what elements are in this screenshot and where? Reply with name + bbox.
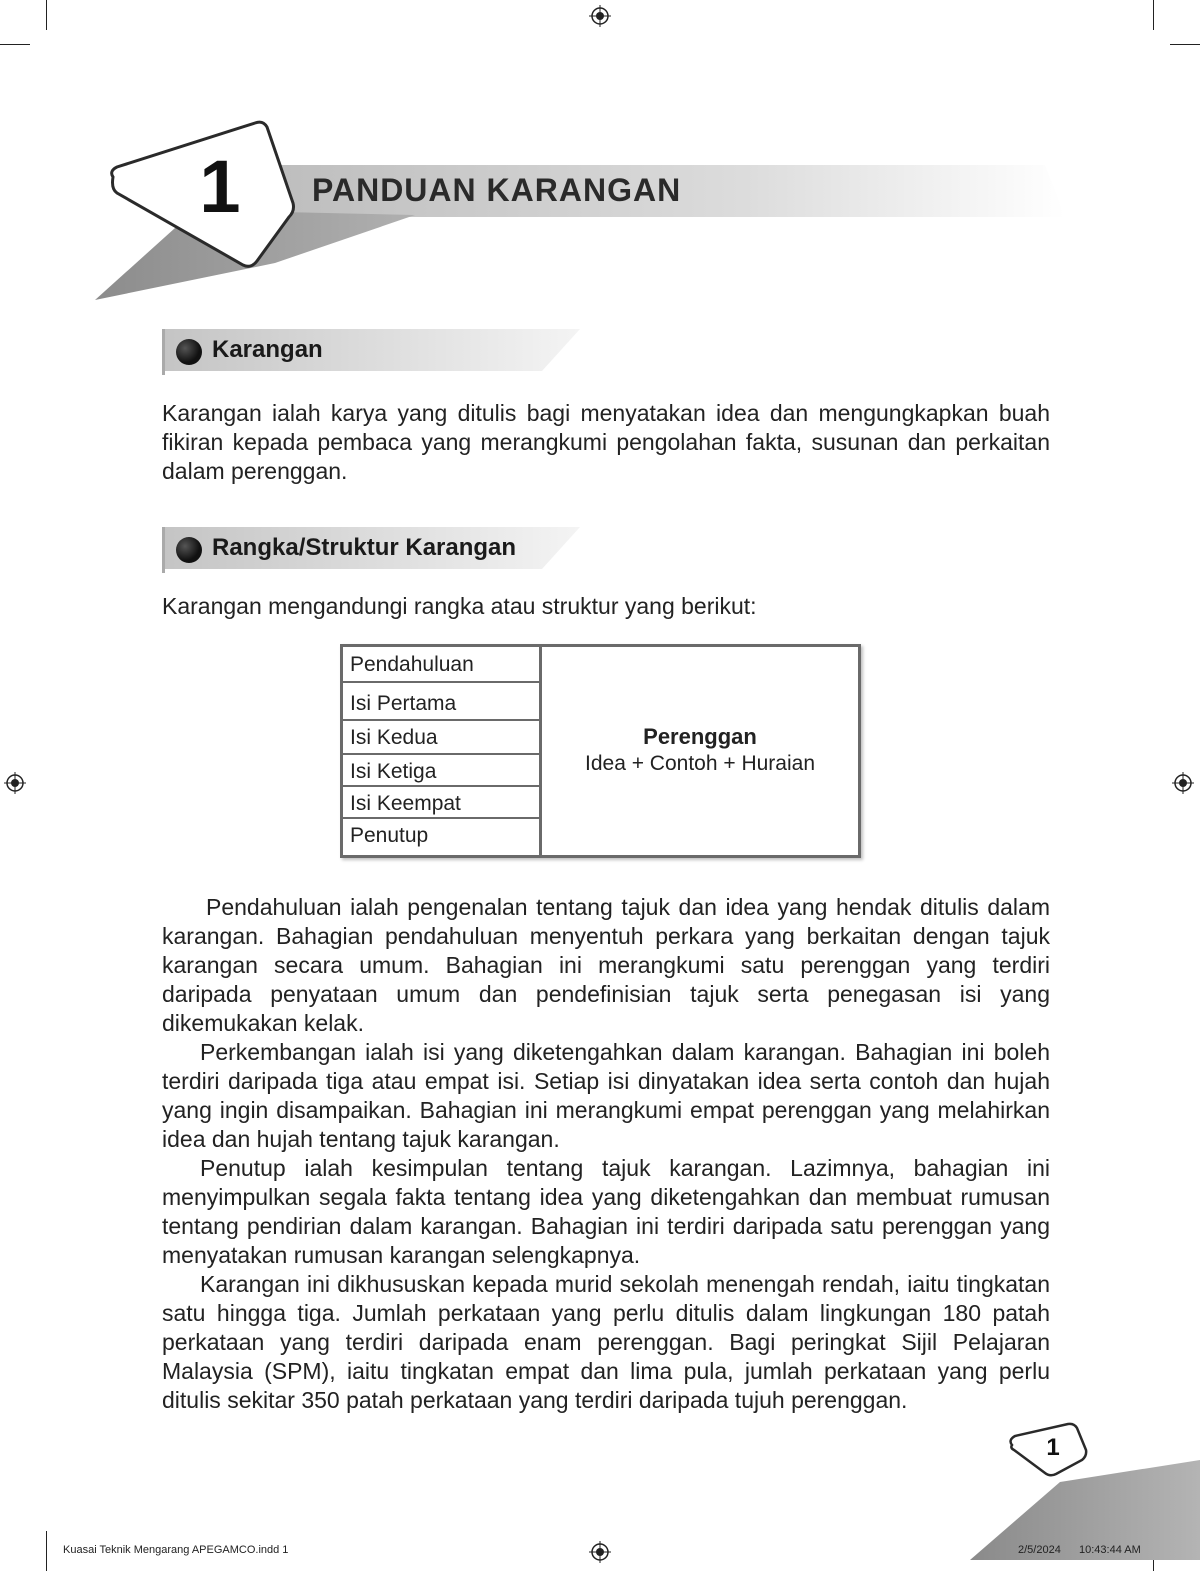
crop-mark-tl-h xyxy=(0,44,30,45)
registration-mark-icon xyxy=(4,772,26,794)
crop-mark-tl-v xyxy=(46,0,47,30)
paragraph: Pendahuluan ialah pengenalan tentang tajuk dan idea yang hendak ditulis dalam karangan. Bahagian pendahuluan menyentuh perkara yang berkaitan dengan tajuk karangan secara umum. Bahagian ini merangkumi satu perenggan yang terdiri daripada penyataan umum dan pendefinisian tajuk serta penegasan isi yang dikemukakan kelak. xyxy=(162,894,1050,1036)
crop-mark-tr-v xyxy=(1153,0,1154,30)
structure-row: Pendahuluan xyxy=(343,647,539,683)
structure-row: Isi Keempat xyxy=(343,787,539,819)
registration-mark-icon xyxy=(1172,772,1194,794)
structure-row: Penutup xyxy=(350,824,429,847)
body-text xyxy=(162,893,1050,1415)
registration-mark-icon xyxy=(589,1541,611,1563)
page-number-tab xyxy=(960,1420,1200,1560)
chapter-number: 1 xyxy=(199,145,241,228)
structure-row: Isi Pertama xyxy=(343,683,539,721)
crop-mark-bl-v xyxy=(46,1531,47,1571)
registration-mark-icon xyxy=(589,5,611,27)
page-number: 1 xyxy=(1046,1434,1060,1461)
structure-lead xyxy=(162,592,1050,621)
paragraph: Perkembangan ialah isi yang diketengahkan dalam karangan. Bahagian ini boleh terdiri daripada tiga atau empat isi. Setiap isi dinyatakan idea serta contoh dan hujah yang ingin disampaikan. Bahagian ini merangkumi empat perenggan yang melahirkan idea dan hujah tentang tajuk karangan. xyxy=(162,1039,1050,1152)
intro-text: Karangan ialah karya yang ditulis bagi menyatakan idea dan mengungkapkan buah fikiran kepada pembaca yang merangkumi pengolahan fakta, susunan dan perkaitan dalam perenggan. xyxy=(162,400,1050,484)
structure-left-column xyxy=(343,647,542,855)
paragraph: Karangan ini dikhususkan kepada murid sekolah menengah rendah, iaitu tingkatan satu hingga tiga. Jumlah perkataan yang perlu ditulis dalam lingkungan 180 patah perkataan yang terdiri daripada enam perenggan. Bagi peringkat Sijil Pelajaran Malaysia (SPM), iaitu tingkatan empat dan lima pula, jumlah perkataan yang perlu ditulis sekitar 350 patah perkataan yang terdiri daripada tujuh perenggan. xyxy=(162,1271,1050,1413)
section-title: Karangan xyxy=(212,336,323,363)
structure-row: Isi Ketiga xyxy=(343,755,539,787)
footer-file: Kuasai Teknik Mengarang APEGAMCO.indd 1 xyxy=(63,1544,289,1556)
section-title: Rangka/Struktur Karangan xyxy=(212,534,517,561)
footer-time: 10:43:44 AM xyxy=(1079,1544,1141,1556)
structure-heading: Perenggan xyxy=(643,724,757,749)
crop-mark-tr-h xyxy=(1170,44,1200,45)
structure-right-column xyxy=(542,647,858,855)
chapter-title: PANDUAN KARANGAN xyxy=(312,172,682,208)
bullet-icon xyxy=(176,537,202,563)
section-heading-karangan xyxy=(162,327,582,375)
footer-date: 2/5/2024 xyxy=(1018,1544,1061,1556)
structure-table xyxy=(340,644,861,858)
intro-paragraph xyxy=(162,399,1050,486)
section-heading-structure xyxy=(162,525,582,573)
paragraph: Penutup ialah kesimpulan tentang tajuk karangan. Lazimnya, bahagian ini menyimpulkan segala fakta tentang idea yang diketengahkan dan membuat rumusan tentang pendirian dalam karangan. Bahagian ini terdiri daripada satu perenggan yang menyatakan rumusan karangan selengkapnya. xyxy=(162,1155,1050,1268)
bullet-icon xyxy=(176,339,202,365)
structure-row: Isi Kedua xyxy=(343,721,539,755)
structure-subtext: Idea + Contoh + Huraian xyxy=(585,752,815,775)
structure-lead-text: Karangan mengandungi rangka atau struktur yang berikut: xyxy=(162,593,757,619)
